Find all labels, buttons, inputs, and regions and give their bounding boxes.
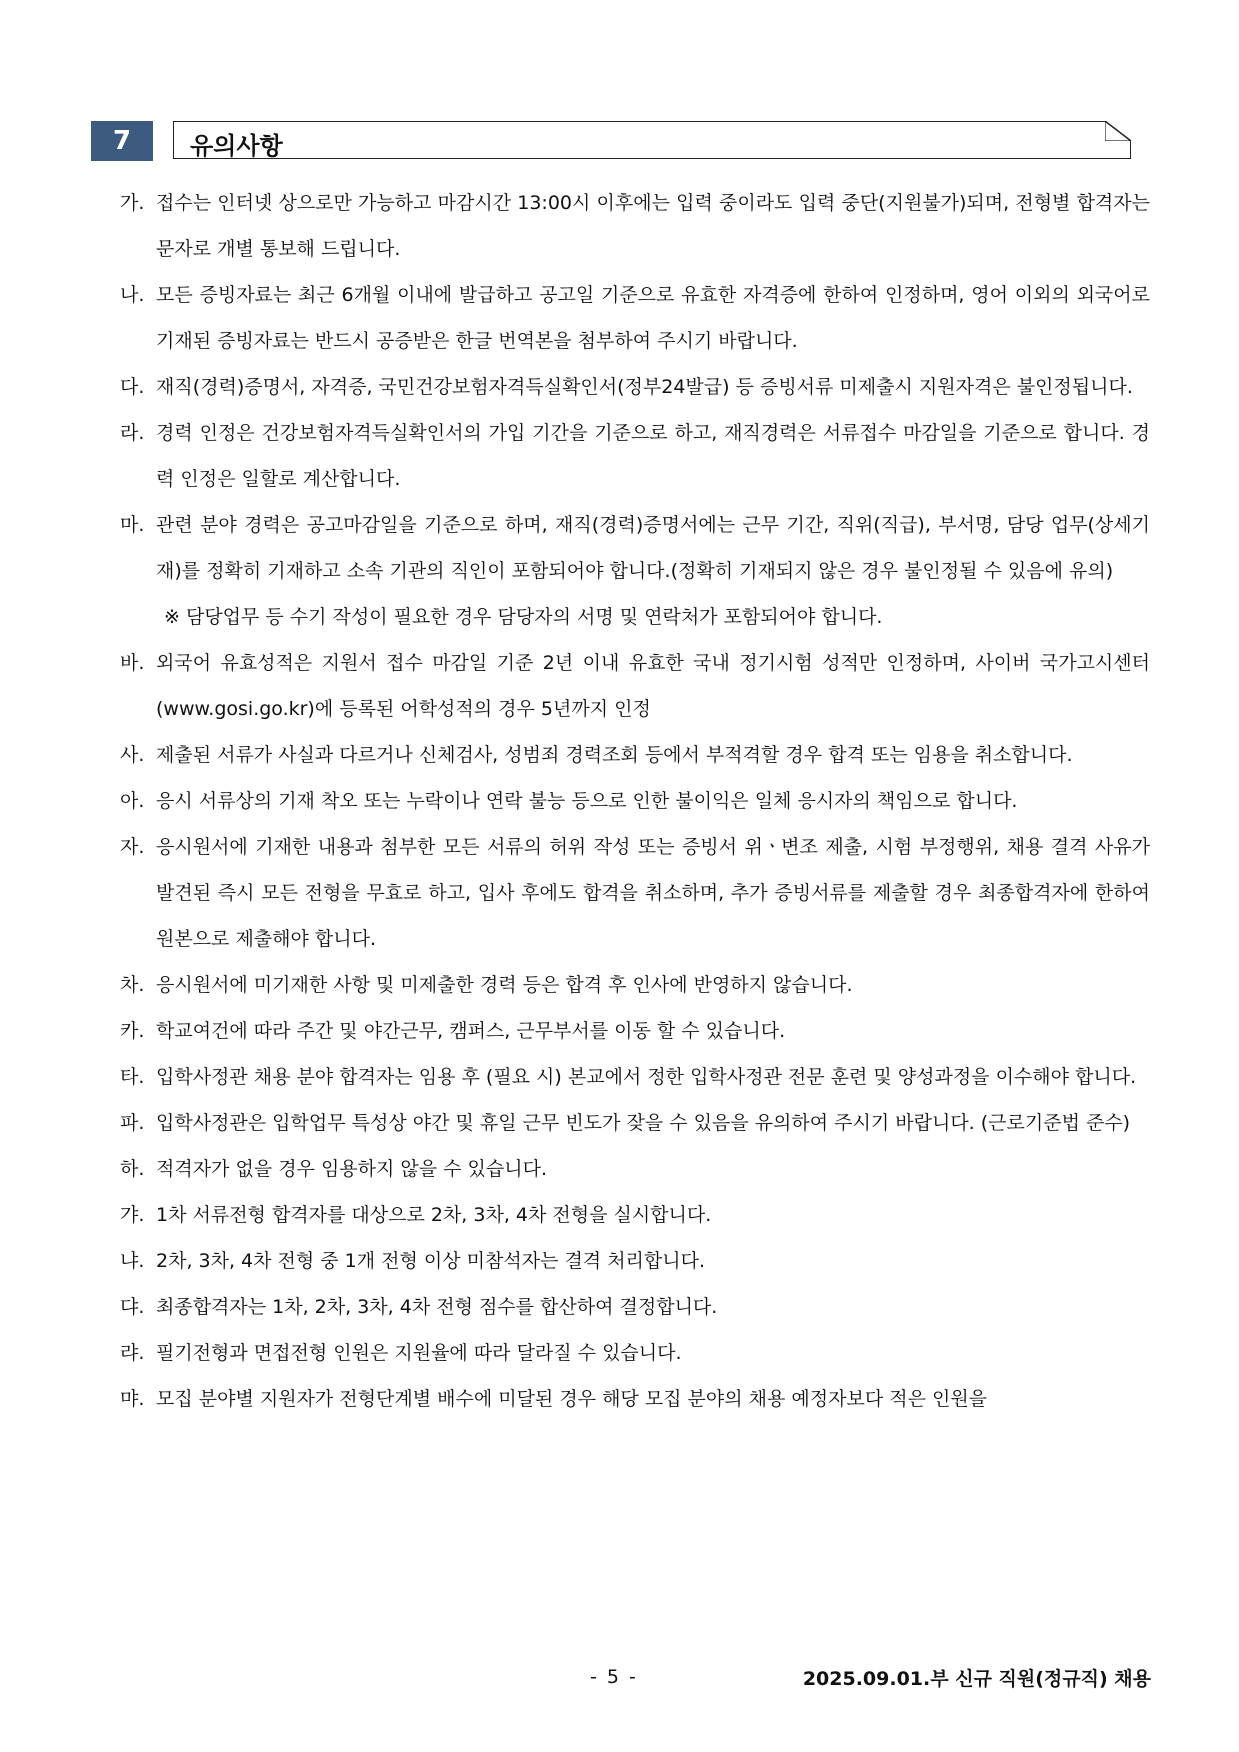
note-item <box>120 1284 1150 1330</box>
section-number: 7 <box>91 121 153 161</box>
note-text: 최종합격자는 1차, 2차, 3차, 4차 전형 점수를 합산하여 결정합니다. <box>156 1296 718 1318</box>
note-item <box>120 180 1150 272</box>
note-item <box>120 410 1150 502</box>
note-text: 응시 서류상의 기재 착오 또는 누락이나 연락 불능 등으로 인한 불이익은 일체 응시자의 책임으로 합니다. <box>156 790 1018 812</box>
note-label: 바. <box>120 652 145 674</box>
note-label: 라. <box>120 422 145 444</box>
note-item <box>120 1192 1150 1238</box>
note-item <box>120 272 1150 364</box>
note-item <box>120 640 1150 732</box>
note-label: 먀. <box>120 1388 145 1410</box>
note-text: 1차 서류전형 합격자를 대상으로 2차, 3차, 4차 전형을 실시합니다. <box>156 1204 712 1226</box>
note-text: 필기전형과 면접전형 인원은 지원율에 따라 달라질 수 있습니다. <box>156 1342 682 1364</box>
note-text: 2차, 3차, 4차 전형 중 1개 전형 이상 미참석자는 결격 처리합니다. <box>156 1250 706 1272</box>
note-label: 댜. <box>120 1296 145 1318</box>
page-number: - 5 - <box>590 1666 638 1688</box>
note-label: 다. <box>120 376 145 398</box>
note-text: 모집 분야별 지원자가 전형단계별 배수에 미달된 경우 해당 모집 분야의 채용 예정자보다 적은 인원을 <box>156 1388 988 1410</box>
note-text: 재직(경력)증명서, 자격증, 국민건강보험자격득실확인서(정부24발급) 등 증빙서류 미제출시 지원자격은 불인정됩니다. <box>156 376 1133 398</box>
note-label: 타. <box>120 1066 145 1088</box>
section-title-box <box>173 121 1131 159</box>
note-text: 경력 인정은 건강보험자격득실확인서의 가입 기간을 기준으로 하고, 재직경력은 서류접수 마감일을 기준으로 합니다. 경력 인정은 일할로 계산합니다. <box>156 422 1150 490</box>
note-text: 모든 증빙자료는 최근 6개월 이내에 발급하고 공고일 기준으로 유효한 자격증에 한하여 인정하며, 영어 이외의 외국어로 기재된 증빙자료는 반드시 공증받은 한글 번역본을 첨부하여 주시기 바랍니다. <box>156 284 1150 352</box>
note-item <box>120 1238 1150 1284</box>
note-text: 응시원서에 미기재한 사항 및 미제출한 경력 등은 합격 후 인사에 반영하지 않습니다. <box>156 974 853 996</box>
note-text: 적격자가 없을 경우 임용하지 않을 수 있습니다. <box>156 1158 548 1180</box>
note-item <box>120 1146 1150 1192</box>
note-text: 입학사정관 채용 분야 합격자는 임용 후 (필요 시) 본교에서 정한 입학사정관 전문 훈련 및 양성과정을 이수해야 합니다. <box>156 1066 1137 1088</box>
note-item <box>120 502 1150 594</box>
note-item <box>120 778 1150 824</box>
note-label: 랴. <box>120 1342 145 1364</box>
note-label: 파. <box>120 1112 145 1134</box>
note-text: 제출된 서류가 사실과 다르거나 신체검사, 성범죄 경력조회 등에서 부적격할 경우 합격 또는 임용을 취소합니다. <box>156 744 1073 766</box>
note-item <box>120 1054 1150 1100</box>
note-label: 아. <box>120 790 145 812</box>
note-subitem: ※ 담당업무 등 수기 작성이 필요한 경우 담당자의 서명 및 연락처가 포함되어야 합니다. <box>164 606 883 628</box>
note-text: 외국어 유효성적은 지원서 접수 마감일 기준 2년 이내 유효한 국내 정기시험 성적만 인정하며, 사이버 국가고시센터(www.gosi.go.kr)에 등록된 어학성적의 경우 5년까지 인정 <box>156 652 1150 720</box>
note-item <box>120 962 1150 1008</box>
note-item <box>120 364 1150 410</box>
note-item <box>120 1376 1150 1422</box>
note-text: 입학사정관은 입학업무 특성상 야간 및 휴일 근무 빈도가 잦을 수 있음을 유의하여 주시기 바랍니다. (근로기준법 준수) <box>156 1112 1131 1134</box>
section-header <box>91 121 1133 161</box>
note-item <box>120 1330 1150 1376</box>
note-text: 관련 분야 경력은 공고마감일을 기준으로 하며, 재직(경력)증명서에는 근무 기간, 직위(직급), 부서명, 담당 업무(상세기재)를 정확히 기재하고 소속 기관의 직인이 포함되어야 합니다.(정확히 기재되지 않은 경우 불인정될 수 있음에 유의) <box>156 514 1150 582</box>
note-label: 가. <box>120 192 145 214</box>
note-label: 하. <box>120 1158 145 1180</box>
note-text: 학교여건에 따라 주간 및 야간근무, 캠퍼스, 근무부서를 이동 할 수 있습니다. <box>156 1020 786 1042</box>
note-item <box>120 1008 1150 1054</box>
note-label: 나. <box>120 284 145 306</box>
note-label: 차. <box>120 974 145 996</box>
note-label: 마. <box>120 514 145 536</box>
footer-notice: 2025.09.01.부 신규 직원(정규직) 채용 <box>802 1668 1151 1690</box>
note-label: 사. <box>120 744 145 766</box>
section-title: 유의사항 <box>190 132 283 160</box>
notes-list <box>120 180 1150 1422</box>
note-item <box>120 1100 1150 1146</box>
note-label: 냐. <box>120 1250 145 1272</box>
note-label: 갸. <box>120 1204 145 1226</box>
note-label: 카. <box>120 1020 145 1042</box>
note-label: 자. <box>120 836 145 858</box>
note-text: 응시원서에 기재한 내용과 첨부한 모든 서류의 허위 작성 또는 증빙서 위ㆍ변조 제출, 시험 부정행위, 채용 결격 사유가 발견된 즉시 모든 전형을 무효로 하고, 입사 후에도 합격을 취소하며, 추가 증빙서류를 제출할 경우 최종합격자에 한하여 원본으로 제출해야 합니다. <box>156 836 1150 950</box>
note-text: 접수는 인터넷 상으로만 가능하고 마감시간 13:00시 이후에는 입력 중이라도 입력 중단(지원불가)되며, 전형별 합격자는 문자로 개별 통보해 드립니다. <box>156 192 1150 260</box>
folded-corner-icon <box>1105 121 1131 141</box>
note-item <box>120 732 1150 778</box>
note-item <box>120 824 1150 962</box>
